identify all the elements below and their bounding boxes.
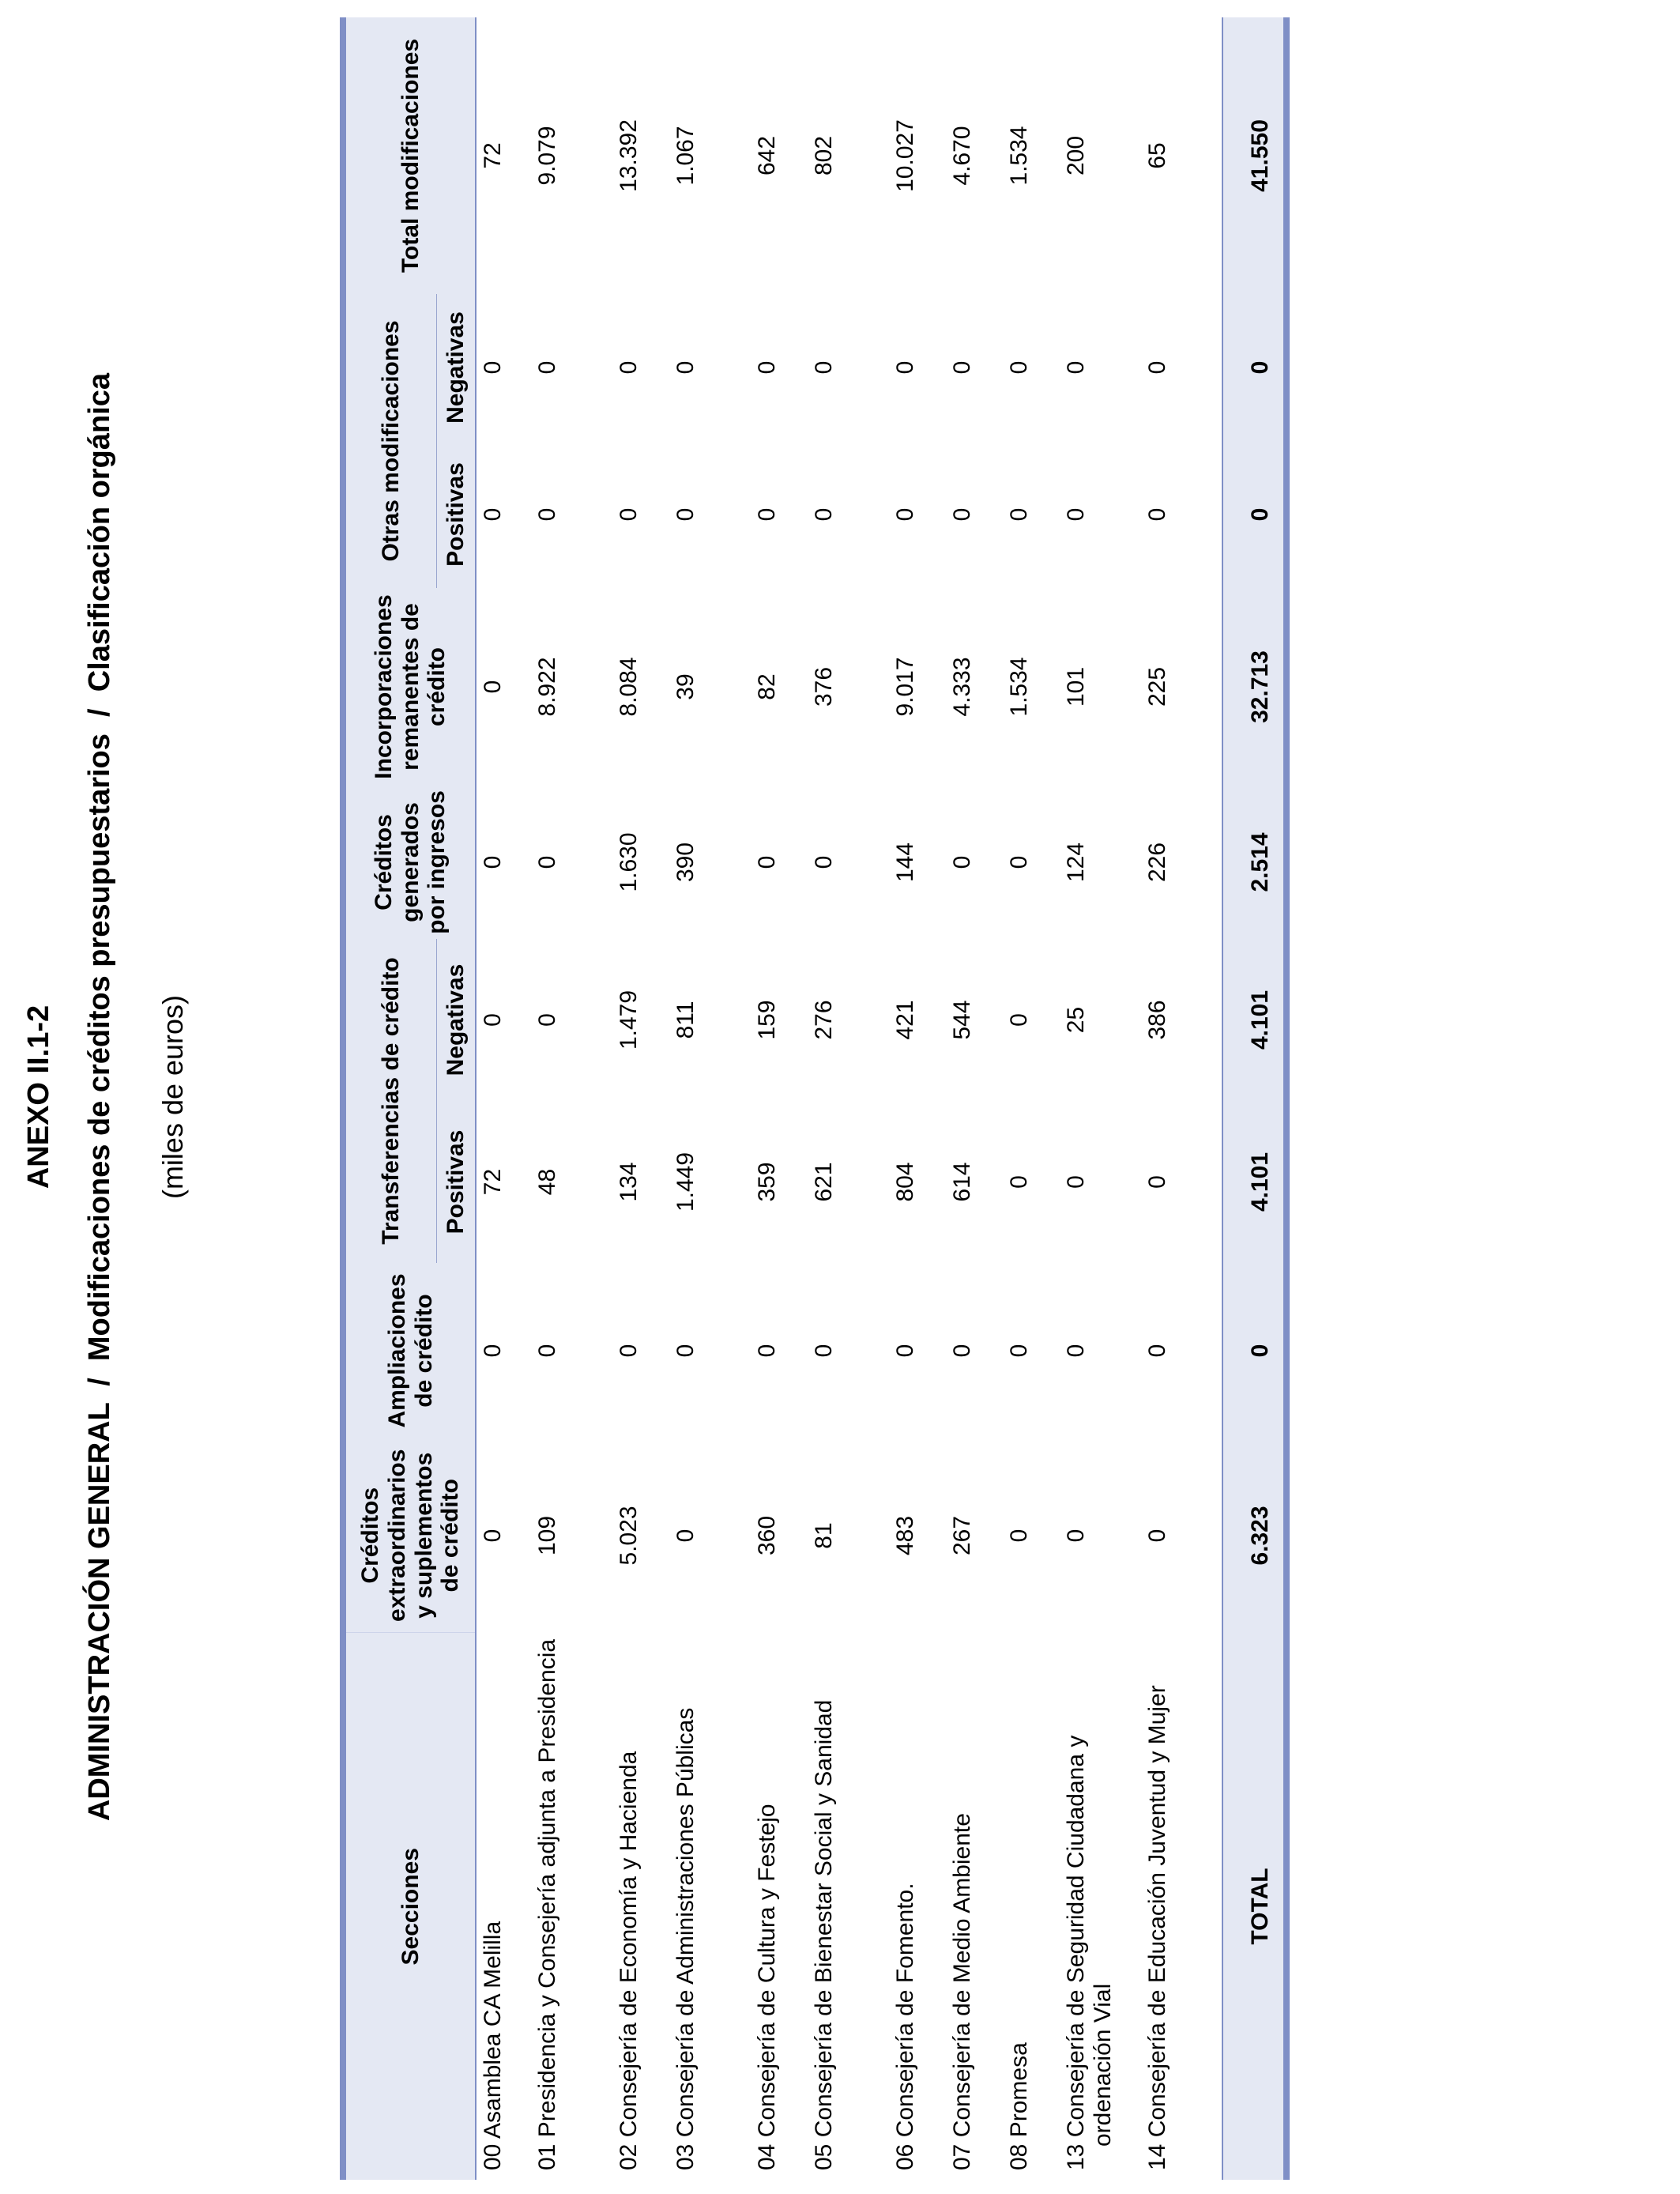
value-cell-ampliaciones: 0 xyxy=(949,1344,975,1358)
value-cell-total: 1.534 xyxy=(1006,126,1032,186)
value-cell-otras-pos: 0 xyxy=(616,507,642,522)
value-cell-incorporaciones: 39 xyxy=(672,673,699,700)
header-otras-positivas: Positivas xyxy=(436,441,476,588)
section-label: 13 Consejería de Seguridad Ciudadana y ordenación Vial xyxy=(1063,1735,1116,2170)
value-cell-cred-extra: 483 xyxy=(892,1515,918,1556)
value-cell-generados: 390 xyxy=(672,842,699,883)
header-ampliaciones: Ampliaciones de crédito xyxy=(343,1263,476,1438)
table-row xyxy=(808,17,889,2180)
value-cell-incorporaciones: 0 xyxy=(480,680,506,694)
table-row xyxy=(1003,17,1060,2180)
value-cell-otras-pos: 0 xyxy=(480,507,506,522)
value-cell-otras-neg: 0 xyxy=(480,360,506,375)
section-cell xyxy=(889,1633,946,2180)
value-cell-total: 9.079 xyxy=(534,126,560,186)
table-row xyxy=(669,17,751,2180)
value-cell-incorporaciones: 376 xyxy=(811,666,837,707)
section-cell xyxy=(1060,1633,1141,2180)
value-cell-trans-neg: 421 xyxy=(892,1000,918,1040)
value-cell-trans-neg: 544 xyxy=(949,1000,975,1040)
value-cell-generados: 0 xyxy=(1006,855,1032,869)
value-cell-total: 642 xyxy=(754,135,780,176)
value-cell-generados: 0 xyxy=(949,855,975,869)
value-cell-incorporaciones: 101 xyxy=(1063,666,1089,707)
header-creditos-generados: Créditos generados por ingresos xyxy=(343,786,476,939)
value-cell-cred-extra: 0 xyxy=(1006,1529,1032,1543)
header-transferencias: Transferencias de crédito xyxy=(343,939,436,1263)
section-label: 08 Promesa xyxy=(1006,2042,1032,2170)
value-cell-incorporaciones: 9.017 xyxy=(892,657,918,717)
value-cell-otras-neg: 0 xyxy=(1144,360,1170,375)
header-otras-modificaciones: Otras modificaciones xyxy=(343,294,436,588)
value-cell-total: 13.392 xyxy=(616,119,642,192)
value-cell-total: 10.027 xyxy=(892,119,918,192)
value-cell-ampliaciones: 0 xyxy=(1144,1344,1170,1358)
value-cell-total: 200 xyxy=(1063,135,1089,176)
value-cell-otras-neg: 0 xyxy=(1063,360,1089,375)
value-cell-incorporaciones: 4.333 xyxy=(949,657,975,717)
section-cell xyxy=(531,1633,612,2180)
value-cell-total: 4.670 xyxy=(949,126,975,186)
value-cell-trans-neg: 276 xyxy=(811,1000,837,1040)
header-otras-negativas: Negativas xyxy=(436,294,476,441)
section-label: 14 Consejería de Educación Juventud y Mujer xyxy=(1144,1685,1170,2170)
header-total-modificaciones: Total modificaciones xyxy=(343,17,476,294)
total-cell-trans-neg: 4.101 xyxy=(1222,939,1286,1101)
value-cell-ampliaciones: 0 xyxy=(754,1344,780,1358)
table-row xyxy=(612,17,669,2180)
value-cell-ampliaciones: 0 xyxy=(811,1344,837,1358)
table-row xyxy=(531,17,612,2180)
value-cell-trans-pos: 614 xyxy=(949,1162,975,1202)
section-label: 03 Consejería de Administraciones Públicas xyxy=(672,1707,699,2170)
value-cell-incorporaciones: 225 xyxy=(1144,666,1170,707)
total-label: TOTAL xyxy=(1222,1633,1286,2180)
total-cell-incorporaciones: 32.713 xyxy=(1222,588,1286,786)
value-cell-trans-pos: 1.449 xyxy=(672,1152,699,1212)
value-cell-otras-neg: 0 xyxy=(811,360,837,375)
table-row xyxy=(1141,17,1222,2180)
value-cell-generados: 0 xyxy=(480,855,506,869)
value-cell-otras-pos: 0 xyxy=(1144,507,1170,522)
value-cell-total: 65 xyxy=(1144,142,1170,169)
section-cell xyxy=(751,1633,808,2180)
total-cell-trans-pos: 4.101 xyxy=(1222,1101,1286,1263)
value-cell-otras-neg: 0 xyxy=(534,360,560,375)
value-cell-cred-extra: 0 xyxy=(672,1529,699,1543)
table-body xyxy=(476,17,1286,2180)
value-cell-incorporaciones: 8.084 xyxy=(616,657,642,717)
value-cell-trans-pos: 0 xyxy=(1063,1175,1089,1189)
value-cell-trans-pos: 0 xyxy=(1006,1175,1032,1189)
value-cell-ampliaciones: 0 xyxy=(534,1344,560,1358)
value-cell-trans-pos: 359 xyxy=(754,1162,780,1202)
value-cell-ampliaciones: 0 xyxy=(616,1344,642,1358)
header-transferencias-positivas: Positivas xyxy=(436,1101,476,1263)
value-cell-otras-pos: 0 xyxy=(892,507,918,522)
section-label: 05 Consejería de Bienestar Social y Sanidad xyxy=(811,1699,837,2170)
section-cell xyxy=(946,1633,1003,2180)
value-cell-otras-pos: 0 xyxy=(811,507,837,522)
modifications-table xyxy=(340,17,1290,2180)
value-cell-trans-neg: 25 xyxy=(1063,1006,1089,1034)
value-cell-trans-pos: 804 xyxy=(892,1162,918,1202)
total-cell-otras-pos: 0 xyxy=(1222,441,1286,588)
value-cell-trans-neg: 0 xyxy=(480,1013,506,1027)
value-cell-incorporaciones: 8.922 xyxy=(534,657,560,717)
value-cell-trans-neg: 386 xyxy=(1144,1000,1170,1040)
value-cell-otras-neg: 0 xyxy=(616,360,642,375)
value-cell-generados: 226 xyxy=(1144,842,1170,883)
value-cell-generados: 1.630 xyxy=(616,832,642,892)
total-cell-otras-neg: 0 xyxy=(1222,294,1286,441)
value-cell-trans-neg: 0 xyxy=(1006,1013,1032,1027)
table-row xyxy=(1060,17,1141,2180)
section-label: 02 Consejería de Economía y Hacienda xyxy=(616,1751,642,2170)
value-cell-cred-extra: 360 xyxy=(754,1515,780,1556)
value-cell-otras-pos: 0 xyxy=(754,507,780,522)
section-label: 00 Asamblea CA Melilla xyxy=(480,1921,506,2170)
value-cell-trans-pos: 134 xyxy=(616,1162,642,1202)
value-cell-otras-neg: 0 xyxy=(1006,360,1032,375)
value-cell-incorporaciones: 1.534 xyxy=(1006,657,1032,717)
value-cell-trans-pos: 621 xyxy=(811,1162,837,1202)
value-cell-otras-neg: 0 xyxy=(672,360,699,375)
header-incorporaciones: Incorporaciones remanentes de crédito xyxy=(343,588,476,786)
section-cell xyxy=(669,1633,751,2180)
value-cell-otras-pos: 0 xyxy=(672,507,699,522)
section-label: 01 Presidencia y Consejería adjunta a Presidencia xyxy=(534,1638,560,2170)
section-label: 07 Consejería de Medio Ambiente xyxy=(949,1813,975,2170)
value-cell-otras-neg: 0 xyxy=(892,360,918,375)
value-cell-otras-pos: 0 xyxy=(949,507,975,522)
value-cell-ampliaciones: 0 xyxy=(892,1344,918,1358)
value-cell-trans-neg: 1.479 xyxy=(616,990,642,1050)
value-cell-generados: 0 xyxy=(534,855,560,869)
value-cell-total: 1.067 xyxy=(672,126,699,186)
table-row xyxy=(751,17,808,2180)
header-creditos-extraordinarios: Créditos extraordinarios y suplementos de crédito xyxy=(343,1438,476,1633)
value-cell-cred-extra: 0 xyxy=(480,1529,506,1543)
section-cell xyxy=(808,1633,889,2180)
value-cell-trans-neg: 159 xyxy=(754,1000,780,1040)
total-cell-total: 41.550 xyxy=(1222,17,1286,294)
value-cell-generados: 0 xyxy=(754,855,780,869)
value-cell-ampliaciones: 0 xyxy=(1063,1344,1089,1358)
annex-title: ANEXO II.1-2 xyxy=(22,1005,55,1189)
value-cell-trans-neg: 0 xyxy=(534,1013,560,1027)
units-subtitle: (miles de euros) xyxy=(156,994,189,1200)
value-cell-generados: 124 xyxy=(1063,842,1089,883)
section-cell xyxy=(476,1633,531,2180)
value-cell-cred-extra: 0 xyxy=(1144,1529,1170,1543)
value-cell-total: 802 xyxy=(811,135,837,176)
value-cell-trans-neg: 811 xyxy=(672,1001,699,1039)
value-cell-otras-pos: 0 xyxy=(534,507,560,522)
header-transferencias-negativas: Negativas xyxy=(436,939,476,1101)
section-cell xyxy=(1141,1633,1222,2180)
table-row xyxy=(889,17,946,2180)
value-cell-trans-pos: 0 xyxy=(1144,1175,1170,1189)
total-cell-cred-extra: 6.323 xyxy=(1222,1438,1286,1633)
header-secciones: Secciones xyxy=(343,1633,476,2180)
total-row xyxy=(1222,17,1286,2180)
value-cell-otras-pos: 0 xyxy=(1063,507,1089,522)
value-cell-otras-neg: 0 xyxy=(949,360,975,375)
value-cell-incorporaciones: 82 xyxy=(754,673,780,700)
value-cell-ampliaciones: 0 xyxy=(672,1344,699,1358)
page-title: ADMINISTRACIÓN GENERAL / Modificaciones de créditos presupuestarios / Clasificación orgánica xyxy=(83,372,116,1822)
table-row xyxy=(946,17,1003,2180)
value-cell-trans-pos: 48 xyxy=(534,1168,560,1196)
value-cell-ampliaciones: 0 xyxy=(480,1344,506,1358)
value-cell-otras-neg: 0 xyxy=(754,360,780,375)
value-cell-cred-extra: 5.023 xyxy=(616,1506,642,1566)
section-label: 04 Consejería de Cultura y Festejo xyxy=(754,1804,780,2170)
section-cell xyxy=(612,1633,669,2180)
value-cell-cred-extra: 81 xyxy=(811,1522,837,1549)
value-cell-otras-pos: 0 xyxy=(1006,507,1032,522)
value-cell-ampliaciones: 0 xyxy=(1006,1344,1032,1358)
value-cell-total: 72 xyxy=(480,142,506,169)
value-cell-cred-extra: 0 xyxy=(1063,1529,1089,1543)
value-cell-trans-pos: 72 xyxy=(480,1168,506,1196)
section-cell xyxy=(1003,1633,1060,2180)
table-header xyxy=(343,17,476,2180)
value-cell-cred-extra: 109 xyxy=(534,1515,560,1556)
total-cell-ampliaciones: 0 xyxy=(1222,1263,1286,1438)
table-row xyxy=(476,17,531,2180)
total-cell-generados: 2.514 xyxy=(1222,786,1286,939)
section-label: 06 Consejería de Fomento. xyxy=(892,1883,918,2170)
value-cell-generados: 0 xyxy=(811,855,837,869)
value-cell-cred-extra: 267 xyxy=(949,1515,975,1556)
value-cell-generados: 144 xyxy=(892,842,918,883)
